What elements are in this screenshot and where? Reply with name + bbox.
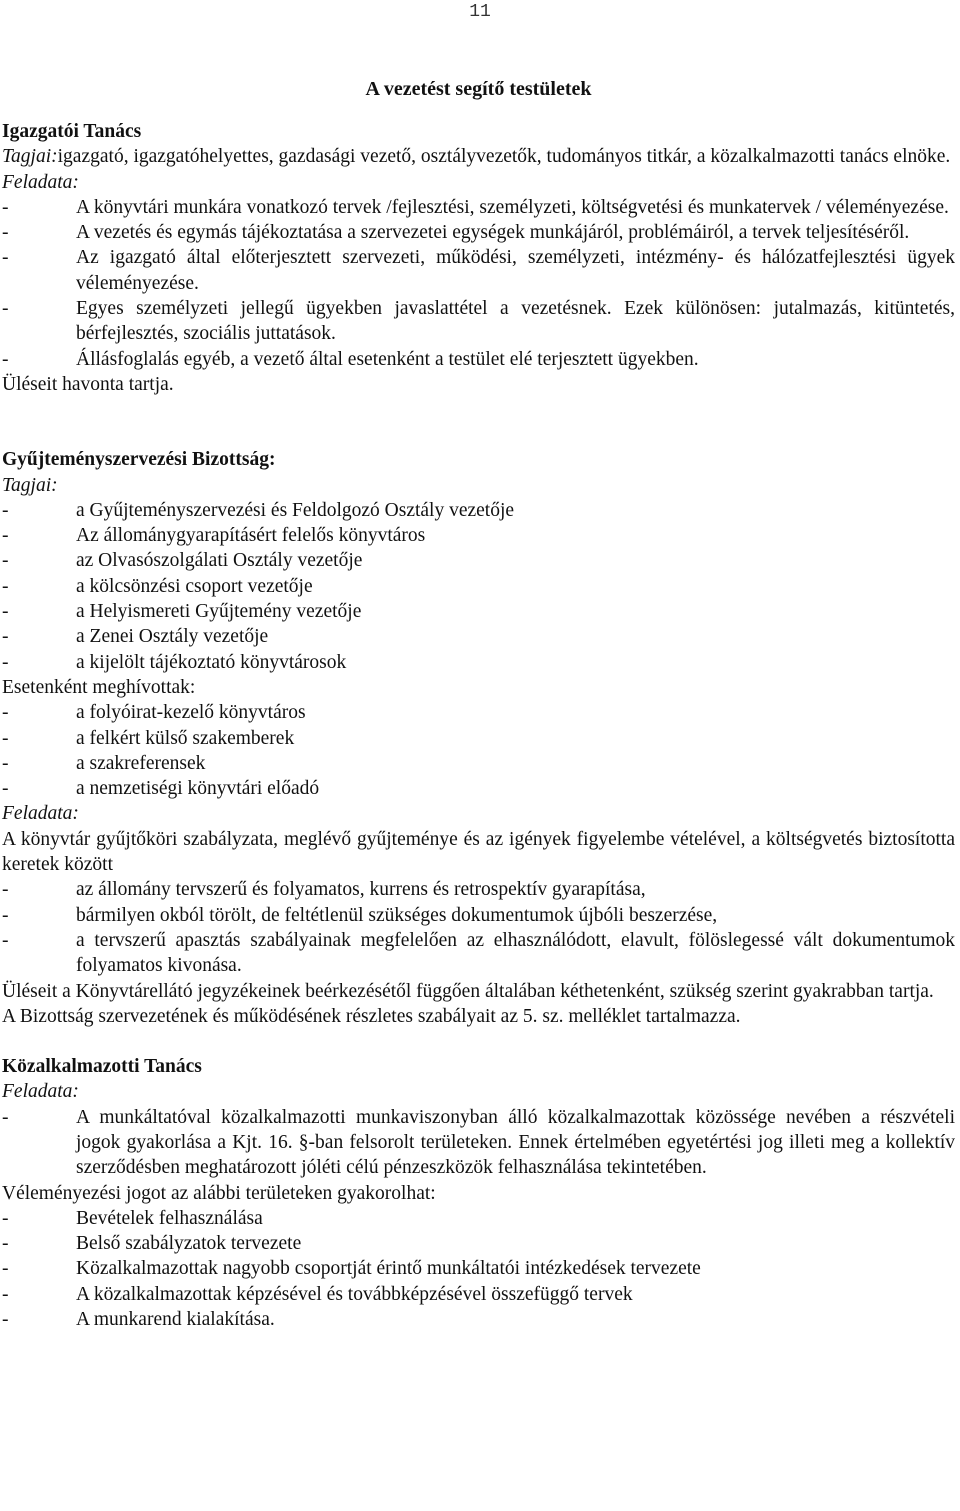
list-item: [2, 220, 955, 245]
list-item: [2, 245, 955, 296]
list-item: [2, 928, 955, 979]
list-item-text: bármilyen okból törölt, de feltétlenül szükséges dokumentumok újbóli beszerzése,: [76, 904, 718, 926]
list-item-text: a nemzetiségi könyvtári előadó: [76, 778, 320, 800]
page-number: 11: [469, 2, 491, 22]
list-item: [2, 574, 955, 599]
list-item-text: A munkarend kialakítása.: [76, 1309, 275, 1331]
dash-bullet: -: [2, 196, 9, 218]
list-item: [2, 296, 955, 347]
dash-bullet: -: [2, 1207, 9, 1229]
tasks-label: Feladata:: [2, 803, 79, 825]
list-item-text: Az állománygyarapításért felelős könyvtáros: [76, 525, 426, 547]
list-item-text: Az igazgató által előterjesztett szervezeti, működési, személyzeti, intézmény- és hálózatfejlesztési ügyek véleményezése.: [76, 247, 955, 294]
tasks-label: Feladata:: [2, 171, 79, 193]
list-item: [2, 1256, 955, 1281]
gyujtemeny-rules: A Bizottság szervezetének és működésének részletes szabályait az 5. sz. melléklet tartalmazza.: [2, 1005, 741, 1027]
dash-bullet: -: [2, 525, 9, 547]
dash-bullet: -: [2, 752, 9, 774]
dash-bullet: -: [2, 601, 9, 623]
list-item-text: az Olvasószolgálati Osztály vezetője: [76, 550, 363, 572]
list-item-text: a kijelölt tájékoztató könyvtárosok: [76, 651, 347, 673]
list-item-text: a kölcsönzési csoport vezetője: [76, 575, 313, 597]
gyujtemeny-meetings: Üléseit a Könyvtárellátó jegyzékeinek beérkezésétől függően általában kéthetenként, szükség szerint gyakrabban tartja.: [2, 980, 934, 1002]
dash-bullet: -: [2, 626, 9, 648]
list-item-text: Egyes személyzeti jellegű ügyekben javaslattétel a vezetésnek. Ezek különösen: jutalmazás, kitüntetés, bérfejlesztés, szociális juttatások.: [76, 298, 955, 345]
dash-bullet: -: [2, 499, 9, 521]
list-item-text: Közalkalmazottak nagyobb csoportját érintő munkáltatói intézkedések tervezete: [76, 1258, 701, 1280]
list-item: [2, 650, 955, 675]
dash-bullet: -: [2, 778, 9, 800]
list-item-text: A könyvtári munkára vonatkozó tervek /fejlesztési, személyzeti, költségvetési és munkatervek / véleményezése.: [76, 196, 949, 218]
section-heading-kozalkalmazotti: Közalkalmazotti Tanács: [2, 1056, 202, 1078]
list-item: [2, 700, 955, 725]
dash-bullet: -: [2, 348, 9, 370]
list-item: [2, 624, 955, 649]
list-item: [2, 1282, 955, 1307]
list-item-text: a folyóirat-kezelő könyvtáros: [76, 702, 306, 724]
list-item: [2, 599, 955, 624]
list-item: [2, 548, 955, 573]
igazgatoi-members: [2, 144, 955, 169]
list-item: [2, 1105, 955, 1181]
tasks-label: Feladata:: [2, 1081, 79, 1103]
document-body: [2, 76, 955, 1332]
dash-bullet: -: [2, 651, 9, 673]
list-item-text: A vezetés és egymás tájékoztatása a szervezetei egységek munkájáról, problémáiról, a tervek teljesítéséről.: [76, 222, 910, 244]
dash-bullet: -: [2, 575, 9, 597]
list-item: [2, 776, 955, 801]
list-item-text: a felkért külső szakemberek: [76, 727, 295, 749]
list-item: [2, 498, 955, 523]
dash-bullet: -: [2, 1106, 9, 1128]
list-item: [2, 523, 955, 548]
opinion-intro: Véleményezési jogot az alábbi területeken gyakorolhat:: [2, 1182, 436, 1204]
dash-bullet: -: [2, 222, 9, 244]
dash-bullet: -: [2, 929, 9, 951]
list-item-text: A közalkalmazottak képzésével és továbbképzésével összefüggő tervek: [76, 1283, 633, 1305]
section-heading-gyujtemeny: Gyűjteményszervezési Bizottság:: [2, 449, 276, 471]
invited-label: Esetenként meghívottak:: [2, 676, 196, 698]
list-item-text: a Zenei Osztály vezetője: [76, 626, 269, 648]
dash-bullet: -: [2, 550, 9, 572]
dash-bullet: -: [2, 727, 9, 749]
dash-bullet: -: [2, 1309, 9, 1331]
members-label: Tagjai:: [2, 146, 58, 168]
dash-bullet: -: [2, 904, 9, 926]
list-item: [2, 195, 955, 220]
list-item: [2, 726, 955, 751]
list-item: [2, 1307, 955, 1332]
dash-bullet: -: [2, 1283, 9, 1305]
members-text: igazgató, igazgatóhelyettes, gazdasági vezető, osztályvezetők, tudományos titkár, a közalkalmazotti tanács elnöke.: [57, 146, 951, 168]
dash-bullet: -: [2, 1258, 9, 1280]
tasks-intro: A könyvtár gyűjtőköri szabályzata, meglévő gyűjteménye és az igények figyelembe vételével, a költségvetés biztosította keretek között: [2, 828, 955, 876]
dash-bullet: -: [2, 247, 9, 269]
list-item: [2, 751, 955, 776]
list-item: [2, 1231, 955, 1256]
members-label: Tagjai:: [2, 474, 58, 496]
list-item-text: A munkáltatóval közalkalmazotti munkaviszonyban álló közalkalmazottak közössége nevében a részvételi jogok gyakorlása a Kjt. 16. §-ban felsorolt területeken. Ennek értelmében egyetértési jog illeti meg a kollektív szerződésben meghatározott jóléti célú pénzeszközök felhasználása tekintetében.: [76, 1106, 955, 1179]
list-item-text: Belső szabályzatok tervezete: [76, 1233, 302, 1255]
list-item: [2, 1206, 955, 1231]
page-title: A vezetést segítő testületek: [365, 78, 592, 100]
list-item-text: a tervszerű apasztás szabályainak megfelelően az elhasználódott, elavult, fölöslegessé vált dokumentumok folyamatos kivonása.: [76, 929, 955, 977]
section-heading-igazgatoi: Igazgatói Tanács: [2, 121, 142, 142]
igazgatoi-meetings: Üléseit havonta tartja.: [2, 373, 174, 395]
list-item-text: az állomány tervszerű és folyamatos, kurrens és retrospektív gyarapítása,: [76, 879, 646, 901]
list-item-text: a szakreferensek: [76, 752, 206, 774]
list-item-text: Állásfoglalás egyéb, a vezető által esetenként a testület elé terjesztett ügyekben.: [76, 348, 699, 370]
list-item: [2, 877, 955, 902]
list-item-text: a Helyismereti Gyűjtemény vezetője: [76, 601, 362, 623]
dash-bullet: -: [2, 702, 9, 724]
list-item-text: Bevételek felhasználása: [76, 1207, 263, 1229]
dash-bullet: -: [2, 1233, 9, 1255]
dash-bullet: -: [2, 879, 9, 901]
dash-bullet: -: [2, 298, 9, 320]
list-item: [2, 903, 955, 928]
list-item-text: a Gyűjteményszervezési és Feldolgozó Osztály vezetője: [76, 499, 515, 521]
list-item: [2, 347, 955, 372]
